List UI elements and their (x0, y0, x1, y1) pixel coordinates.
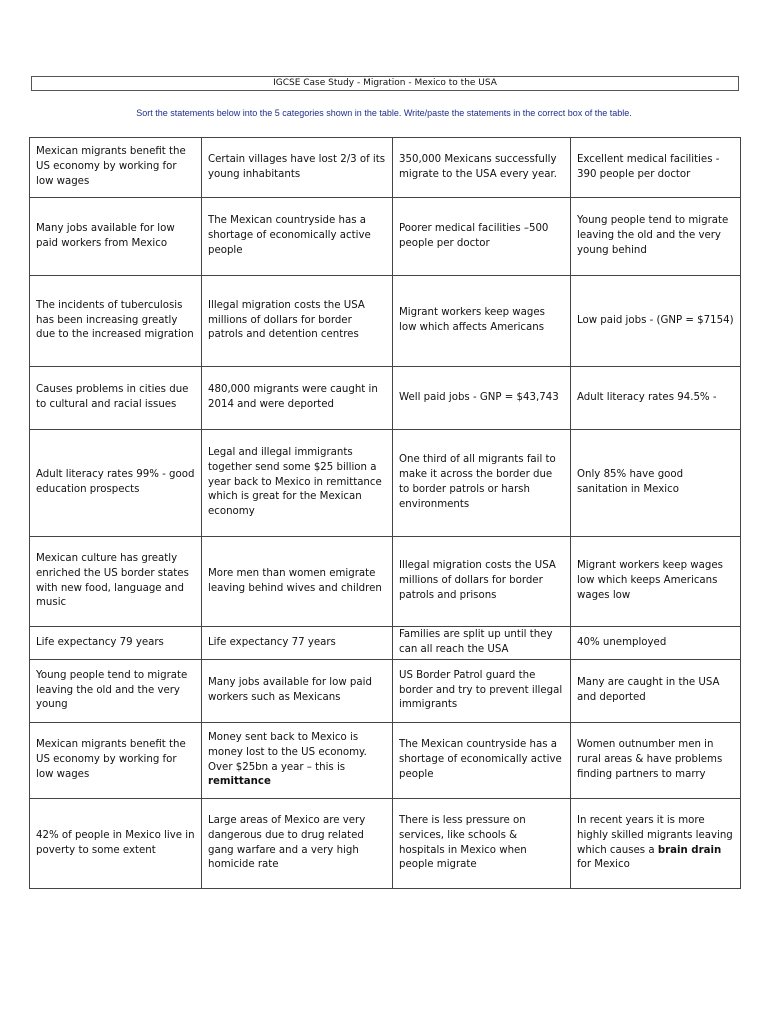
table-cell (393, 799, 571, 889)
table-cell (202, 198, 393, 276)
table-cell (202, 723, 393, 799)
statement-text: Mexican culture has greatly enriched the US border states with new food, language and music (36, 552, 189, 609)
table-cell (571, 198, 741, 276)
statement-text: Low paid jobs - (GNP = $7154) (577, 314, 734, 326)
bold-term-brain-drain: brain drain (657, 844, 722, 856)
statement-text: Causes problems in cities due to cultural and racial issues (36, 384, 189, 410)
table-cell (30, 799, 202, 889)
statement-text: Young people tend to migrate leaving the old and the very young (36, 669, 188, 711)
table-cell (571, 367, 741, 430)
statement-text: Certain villages have lost 2/3 of its young inhabitants (208, 153, 386, 180)
statement-text: Illegal migration costs the USA millions of dollars for border patrols and prisons (399, 560, 556, 601)
instructions-text: Sort the statements below into the 5 categories shown in the table. Write/paste the statements in the correct box of the table. (136, 108, 632, 118)
table-row (30, 799, 741, 889)
table-cell (30, 627, 202, 660)
statement-text: 350,000 Mexicans successfully migrate to the USA every year. (399, 153, 557, 180)
table-cell (30, 138, 202, 198)
statement-text: Only 85% have good sanitation in Mexico (577, 469, 684, 495)
table-cell (202, 660, 393, 723)
table-cell (393, 660, 571, 723)
statement-text: 40% unemployed (577, 636, 667, 648)
statement-text: Mexican migrants benefit the US economy by working for low wages (36, 146, 186, 187)
bold-term-remittance: remittance (208, 776, 271, 788)
statement-text: Young people tend to migrate leaving the old and the very young behind (577, 215, 729, 256)
table-cell (30, 537, 202, 627)
statement-text: Women outnumber men in rural areas & have problems finding partners to marry (577, 739, 723, 780)
table-cell (202, 627, 393, 660)
table-cell (30, 198, 202, 276)
table-cell (202, 138, 393, 198)
statement-text: Migrant workers keep wages low which keeps Americans wages low (577, 560, 723, 601)
statement-text: The Mexican countryside has a shortage of economically active people (208, 215, 371, 256)
table-cell (571, 537, 741, 627)
table-row (30, 198, 741, 276)
table-cell (393, 276, 571, 367)
statement-text: Large areas of Mexico are very dangerous due to drug related gang warfare and a very high homicide rate (208, 814, 366, 871)
table-cell (393, 627, 571, 660)
statement-text: The incidents of tuberculosis has been increasing greatly due to the increased migration (36, 299, 194, 341)
table-row (30, 430, 741, 537)
statement-text: There is less pressure on services, like schools & hospitals in Mexico when people migrate (399, 814, 527, 871)
table-row (30, 138, 741, 198)
statement-text: Legal and illegal immigrants together send some $25 billion a year back to Mexico in remittance which is great for the Mexican economy (208, 447, 382, 518)
table-cell (202, 430, 393, 537)
statement-text: Families are split up until they can all reach the USA (399, 629, 553, 655)
statement-text: Many are caught in the USA and deported (577, 677, 720, 703)
table-cell (393, 537, 571, 627)
table-row (30, 627, 741, 660)
table-cell (571, 723, 741, 799)
table-cell (393, 198, 571, 276)
statements-table (29, 137, 741, 889)
statement-text: Many jobs available for low paid workers from Mexico (36, 222, 175, 249)
table-cell (571, 138, 741, 198)
table-cell (30, 367, 202, 430)
statement-text: More men than women emigrate leaving behind wives and children (208, 567, 382, 594)
statement-text: US Border Patrol guard the border and try to prevent illegal immigrants (399, 669, 563, 711)
table-row (30, 723, 741, 799)
statement-text: Adult literacy rates 99% - good education prospects (36, 469, 195, 495)
statement-text: In recent years it is more highly skilled migrants leaving which causes a (577, 814, 733, 856)
statement-text: Illegal migration costs the USA millions of dollars for border patrols and detention centres (208, 299, 365, 341)
statement-text: Money sent back to Mexico is money lost to the US economy. Over $25bn a year – this is (208, 731, 367, 773)
table-cell (571, 276, 741, 367)
statement-text-tail: for Mexico (577, 859, 630, 871)
page-title: IGCSE Case Study - Migration - Mexico to the USA (31, 76, 739, 91)
statement-text: Life expectancy 79 years (36, 636, 164, 648)
table-row (30, 660, 741, 723)
table-cell (202, 537, 393, 627)
table-row (30, 367, 741, 430)
statement-text: 480,000 migrants were caught in 2014 and were deported (208, 384, 378, 410)
statement-text: Life expectancy 77 years (208, 636, 336, 648)
table-cell (393, 367, 571, 430)
table-cell (202, 276, 393, 367)
table-cell (30, 723, 202, 799)
statement-text: Well paid jobs - GNP = $43,743 (399, 391, 559, 403)
table-cell (30, 276, 202, 367)
statement-text: Excellent medical facilities - 390 people per doctor (577, 153, 720, 180)
table-cell (571, 660, 741, 723)
statement-text: Mexican migrants benefit the US economy by working for low wages (36, 739, 186, 780)
table-cell (393, 430, 571, 537)
table-cell (202, 799, 393, 889)
table-cell (202, 367, 393, 430)
statement-text: Many jobs available for low paid workers such as Mexicans (208, 677, 372, 703)
table-cell (571, 799, 741, 889)
statement-text: One third of all migrants fail to make it across the border due to border patrols or harsh environments (399, 454, 556, 510)
table-cell (393, 723, 571, 799)
table-cell (571, 430, 741, 537)
table-cell (30, 430, 202, 537)
table-cell (571, 627, 741, 660)
table-cell (30, 660, 202, 723)
statement-text: Migrant workers keep wages low which affects Americans (399, 307, 545, 333)
statement-text: Adult literacy rates 94.5% - (577, 391, 717, 403)
table-row (30, 276, 741, 367)
statement-text: 42% of people in Mexico live in poverty to some extent (36, 829, 195, 856)
table-cell (393, 138, 571, 198)
statement-text: The Mexican countryside has a shortage of economically active people (399, 739, 562, 780)
statement-text: Poorer medical facilities –500 people per doctor (399, 222, 549, 249)
table-row (30, 537, 741, 627)
